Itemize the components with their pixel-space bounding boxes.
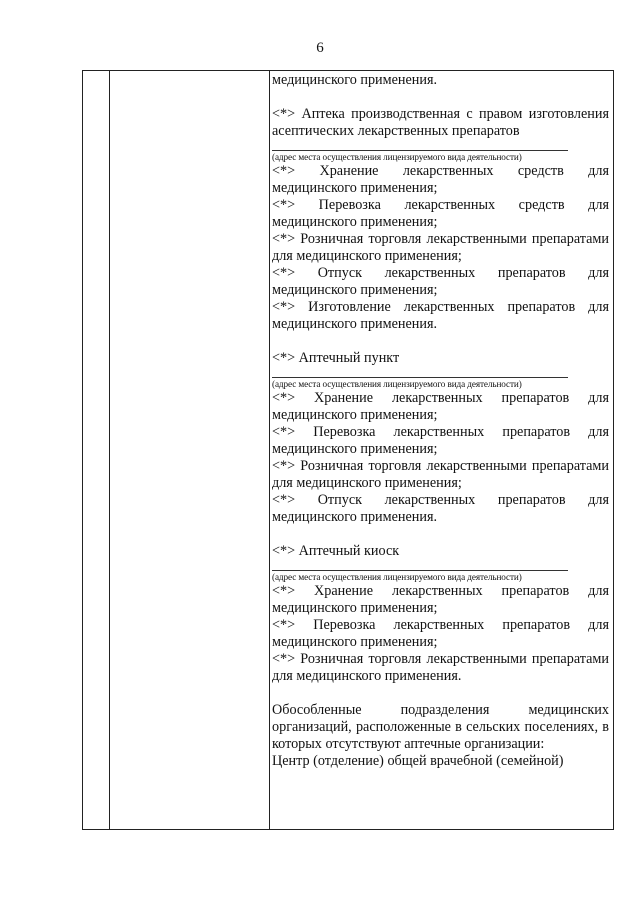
list-item: <*> Хранение лекарственных препаратов для медицинского применения; — [272, 390, 609, 423]
address-caption: (адрес места осуществления лицензируемого вида деятельности) — [272, 152, 522, 162]
list-item: <*> Розничная торговля лекарственными препаратами для медицинского применения; — [272, 231, 609, 264]
list-item: <*> Хранение лекарственных средств для медицинского применения; — [272, 163, 609, 196]
list-item: <*> Перевозка лекарственных средств для медицинского применения; — [272, 197, 609, 230]
list-item: <*> Перевозка лекарственных препаратов для медицинского применения; — [272, 424, 609, 457]
rural-divisions-paragraph: Обособленные подразделения медицинских организаций, расположенные в сельских поселениях, в которых отсутствуют аптечные организации: — [272, 702, 609, 752]
pharmacy-point-heading: <*> Аптечный пункт — [272, 350, 400, 366]
list-item: <*> Перевозка лекарственных препаратов для медицинского применения; — [272, 617, 609, 650]
address-caption: (адрес места осуществления лицензируемого вида деятельности) — [272, 379, 522, 389]
intro-tail: медицинского применения. — [272, 72, 438, 88]
activity-description-cell — [272, 72, 609, 770]
pharmacy-kiosk-heading: <*> Аптечный киоск — [272, 543, 400, 559]
column-divider — [109, 71, 110, 829]
list-item: <*> Хранение лекарственных препаратов для медицинского применения; — [272, 583, 609, 616]
list-item: <*> Розничная торговля лекарственными препаратами для медицинского применения; — [272, 458, 609, 491]
license-table — [82, 70, 614, 830]
address-caption: (адрес места осуществления лицензируемого вида деятельности) — [272, 572, 522, 582]
list-item: <*> Отпуск лекарственных препаратов для медицинского применения. — [272, 492, 609, 525]
list-item: <*> Отпуск лекарственных препаратов для медицинского применения; — [272, 265, 609, 298]
general-practice-center: Центр (отделение) общей врачебной (семейной) — [272, 753, 564, 769]
column-divider — [269, 71, 270, 829]
page-number: 6 — [316, 40, 324, 56]
aseptic-pharmacy-heading: <*> Аптека производственная с правом изготовления асептических лекарственных препаратов — [272, 106, 609, 139]
list-item: <*> Изготовление лекарственных препаратов для медицинского применения. — [272, 299, 609, 332]
list-item: <*> Розничная торговля лекарственными препаратами для медицинского применения. — [272, 651, 609, 684]
